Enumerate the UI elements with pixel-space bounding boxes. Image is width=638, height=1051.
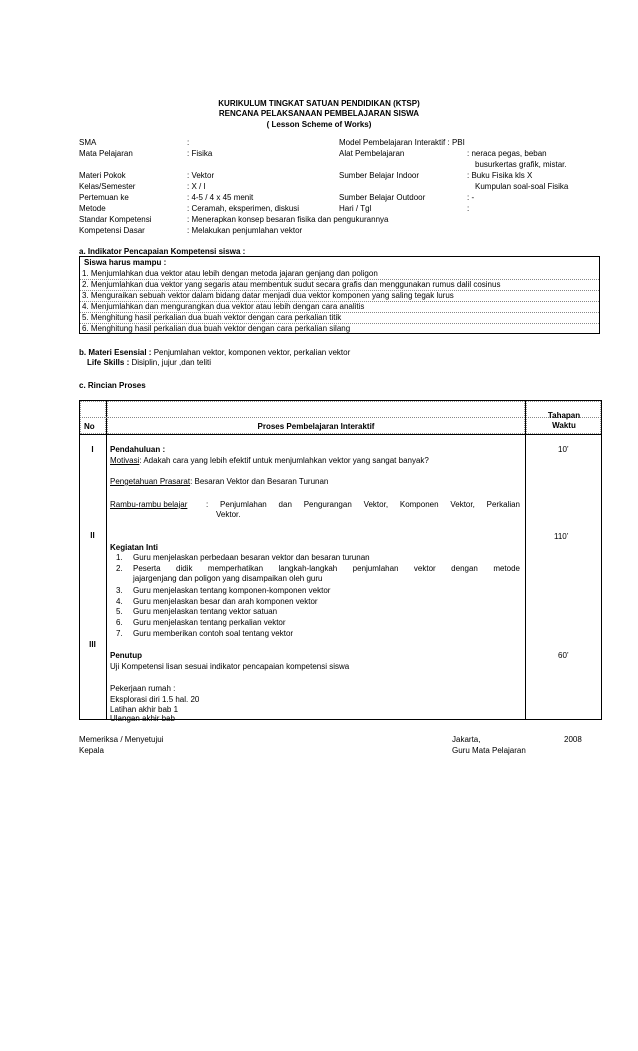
footer-kepala: Kepala [79,746,104,755]
step-text: Guru menjelaskan besar dan arah komponen vektor [133,597,318,606]
info-value: : Ceramah, eksperimen, diskusi [187,204,300,213]
info-value: : [187,138,190,147]
row-no: I [91,445,94,454]
prasarat-label: Pengetahuan Prasarat [110,477,191,486]
penutup-title: Penutup [110,651,142,660]
kegiatan-inti-title: Kegiatan Inti [110,543,159,552]
column-header-waktu: Waktu [552,421,576,430]
step-text: Guru menjelaskan perbedaan besaran vektor dan besaran turunan [133,553,370,562]
step-number: 3. [116,586,123,595]
doc-title: KURIKULUM TINGKAT SATUAN PENDIDIKAN (KTSP) [218,99,420,108]
prasarat-text: : Besaran Vektor dan Besaran Turunan [190,477,329,486]
row-time: 110’ [554,532,569,541]
indikator-heading: a. Indikator Pencapaian Kompetensi siswa : [79,247,246,256]
info-value: : Fisika [187,149,213,158]
rambu-text-cont: Vektor. [216,510,241,519]
pendahuluan-title: Pendahuluan : [110,445,166,454]
life-skills [87,358,211,368]
step-number: 2. [116,564,123,573]
life-skills-label: Life Skills : [87,358,130,367]
info-value: busurkertas grafik, mistar. [475,160,567,169]
step-number: 5. [116,607,123,616]
info-value: : 4-5 / 4 x 45 menit [187,193,254,202]
info-value: : X / I [187,182,206,191]
indikator-item: 1. Menjumlahkan dua vektor atau lebih dengan metoda jajaran genjang dan poligon [82,269,378,278]
info-label: Model Pembelajaran Interaktif : PBI [339,138,465,147]
info-label: Materi Pokok [79,171,126,180]
info-value: : Vektor [187,171,215,180]
indikator-item: 4. Menjumlahkan dan mengurangkan dua vektor atau lebih dengan cara analitis [82,302,365,311]
penutup-line: Latihan akhir bab 1 [110,705,179,714]
info-label: Metode [79,204,106,213]
step-number: 4. [116,597,123,606]
info-value: Kumpulan soal-soal Fisika [475,182,569,191]
column-header-proses: Proses Pembelajaran Interaktif [257,422,375,431]
rambu-label: Rambu-rambu belajar [110,500,188,509]
row-no: III [89,640,96,649]
info-value: : Buku Fisika kls X [467,171,533,180]
indikator-subheading: Siswa harus mampu : [84,258,167,267]
step-text: Peserta didik memperhatikan langkah-langkah penjumlahan vektor dengan metode [133,564,520,573]
indikator-item: 6. Menghitung hasil perkalian dua buah vektor dengan cara perkalian silang [82,324,351,333]
info-label: Pertemuan ke [79,193,129,202]
step-text-cont: jajargenjang dan poligon yang disampaikan oleh guru [133,574,323,583]
footer-approve: Memeriksa / Menyetujui [79,735,164,744]
rambu-text: : Penjumlahan dan Pengurangan Vektor, Komponen Vektor, Perkalian [206,500,520,509]
life-skills-value: Disiplin, jujur ,dan teliti [131,358,212,367]
indikator-item: 5. Menghitung hasil perkalian dua buah vektor dengan cara perkalian titik [82,313,342,322]
penutup-line: Ulangan akhir bab [110,714,175,723]
penutup-line: Eksplorasi diri 1.5 hal. 20 [110,695,200,704]
step-text: Guru menjelaskan tentang vektor satuan [133,607,278,616]
prasarat [110,477,328,487]
info-label: Sumber Belajar Outdoor [339,193,426,202]
info-label: Kompetensi Dasar [79,226,145,235]
footer-year: 2008 [564,735,582,744]
materi-value: Penjumlahan vektor, komponen vektor, perkalian vektor [153,348,351,357]
step-text: Guru memberikan contoh soal tentang vektor [133,629,294,638]
info-value: : - [467,193,475,202]
penutup-line: Pekerjaan rumah : [110,684,176,693]
indikator-item: 2. Menjumlahkan dua vektor yang segaris atau membentuk sudut secara grafis dan menggunakan rumus dalil cosinus [82,280,501,289]
step-number: 1. [116,553,123,562]
materi-esensial [79,348,350,358]
materi-label: b. Materi Esensial : [79,348,152,357]
info-label: Hari / Tgl [339,204,372,213]
footer-teacher: Guru Mata Pelajaran [452,746,526,755]
rincian-heading: c. Rincian Proses [79,381,146,390]
info-value: : Menerapkan konsep besaran fisika dan pengukurannya [187,215,389,224]
info-label: SMA [79,138,97,147]
info-value: : neraca pegas, beban [467,149,547,158]
info-label: Alat Pembelajaran [339,149,405,158]
info-label: Mata Pelajaran [79,149,133,158]
info-label: Standar Kompetensi [79,215,152,224]
step-text: Guru menjelaskan tentang komponen-komponen vektor [133,586,331,595]
step-number: 6. [116,618,123,627]
column-header-no: No [84,422,95,431]
indikator-item: 3. Menguraikan sebuah vektor dalam bidang datar menjadi dua vektor komponen yang saling tegak lurus [82,291,454,300]
step-number: 7. [116,629,123,638]
doc-subtitle: RENCANA PELAKSANAAN PEMBELAJARAN SISWA [218,109,420,118]
column-header-tahapan: Tahapan [547,411,581,420]
motivasi-label: Motivasi [110,456,140,465]
motivasi [110,456,429,466]
doc-subtitle-english: ( Lesson Scheme of Works) [266,120,372,129]
step-text: Guru menjelaskan tentang perkalian vektor [133,618,286,627]
row-no: II [90,531,95,540]
info-label: Sumber Belajar Indoor [339,171,420,180]
info-value: : Melakukan penjumlahan vektor [187,226,303,235]
penutup-text: Uji Kompetensi lisan sesuai indikator pencapaian kompetensi siswa [110,662,350,671]
row-time: 60’ [558,651,569,660]
footer-city: Jakarta, [452,735,481,744]
motivasi-text: : Adakah cara yang lebih efektif untuk menjumlahkan vektor yang sangat banyak? [139,456,429,465]
info-label: Kelas/Semester [79,182,136,191]
row-time: 10’ [558,445,569,454]
info-value: : [467,204,470,213]
